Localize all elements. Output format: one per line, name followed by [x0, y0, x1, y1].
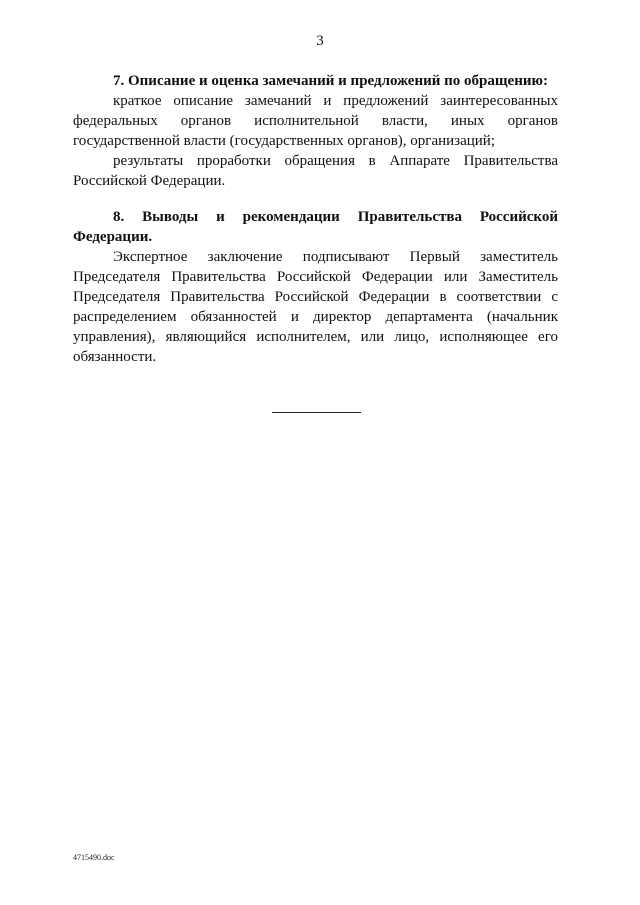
page-number: 3 — [316, 33, 324, 49]
section-8-heading: 8. Выводы и рекомендации Правительства Российской Федерации. — [73, 209, 558, 245]
end-divider-line — [272, 412, 361, 413]
section-8 — [73, 207, 558, 367]
section-7-heading: 7. Описание и оценка замечаний и предложений по обращению: — [113, 73, 548, 89]
footer-file-name: 4715490.doc — [73, 853, 115, 862]
section-7-paragraph-2: результаты проработки обращения в Аппарате Правительства Российской Федерации. — [73, 153, 558, 189]
section-7-paragraph-1: краткое описание замечаний и предложений заинтересованных федеральных органов исполнительной власти, иных органов государственной власти (государственных органов), организаций; — [73, 93, 558, 149]
section-7 — [73, 71, 558, 191]
section-8-paragraph-1: Экспертное заключение подписывают Первый заместитель Председателя Правительства Российской Федерации или Заместитель Председателя Правительства Российской Федерации в соответствии с распределением обязанностей и директор департамента (начальник управления), являющийся исполнителем, или лицо, исполняющее его обязанности. — [73, 249, 558, 365]
